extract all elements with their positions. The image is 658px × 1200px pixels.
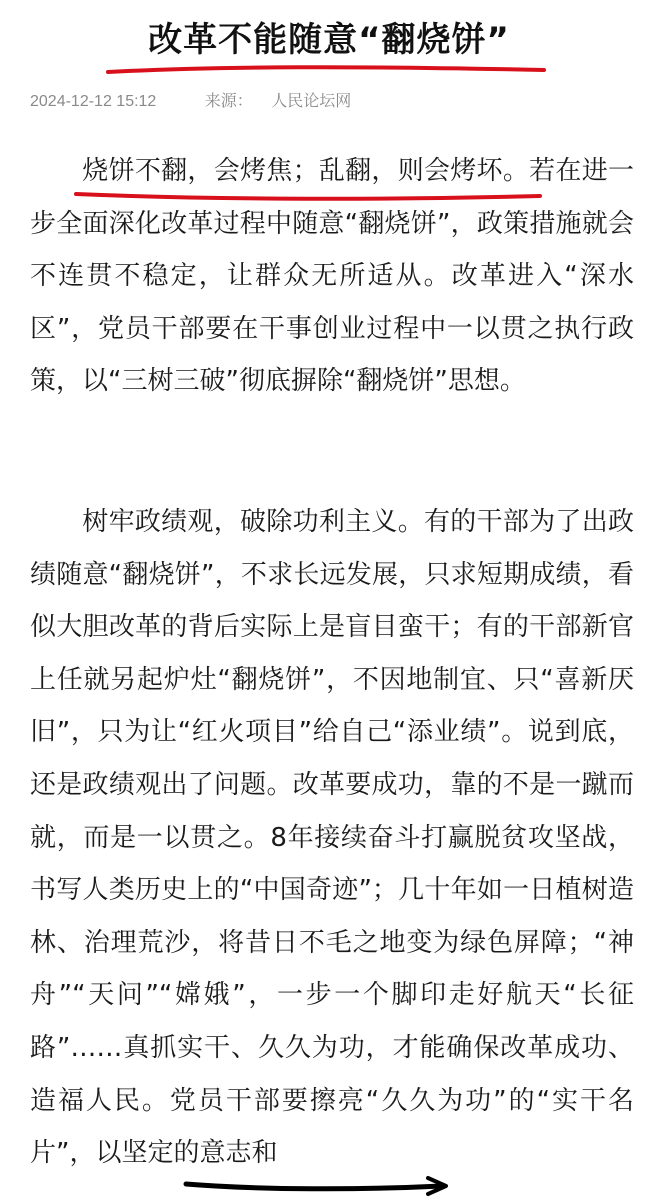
article-paragraph-1 — [30, 145, 634, 408]
publish-date: 2024-12-12 15:12 — [30, 93, 157, 110]
article-meta — [30, 88, 351, 111]
paragraph-1-text: 烧饼不翻，会烤焦；乱翻，则会烤坏。若在进一步全面深化改革过程中随意“翻烧饼”，政策措施就会不连贯不稳定，让群众无所适从。改革进入“深水区”，党员干部要在干事创业过程中一以贯之执行政策，以“三树三破”彻底摒除“翻烧饼”思想。 — [30, 156, 634, 397]
paragraph-2-text: 树牢政绩观，破除功利主义。有的干部为了出政绩随意“翻烧饼”，不求长远发展，只求短期成绩，看似大胆改革的背后实际上是盲目蛮干；有的干部新官上任就另起炉灶“翻烧饼”，不因地制宜、只“喜新厌旧”，只为让“红火项目”给自己“添业绩”。说到底，还是政绩观出了问题。改革要成功，靠的不是一蹴而就，而是一以贯之。8年接续奋斗打赢脱贫攻坚战，书写人类历史上的“中国奇迹”；几十年如一日植树造林、治理荒沙，将昔日不毛之地变为绿色屏障；“神舟”“天问”“嫦娥”，一步一个脚印走好航天“长征路”……真抓实干、久久为功，才能确保改革成功、造福人民。党员干部要擦亮“久久为功”的“实干名片”，以坚定的意志和 — [30, 507, 634, 1169]
source-name: 人民论坛网 — [271, 93, 352, 110]
source-label: 来源： — [204, 93, 253, 110]
article-paragraph-2 — [30, 496, 634, 1180]
article-title: 改革不能随意“翻烧饼” — [148, 20, 510, 60]
title-underline-mark — [100, 58, 560, 88]
